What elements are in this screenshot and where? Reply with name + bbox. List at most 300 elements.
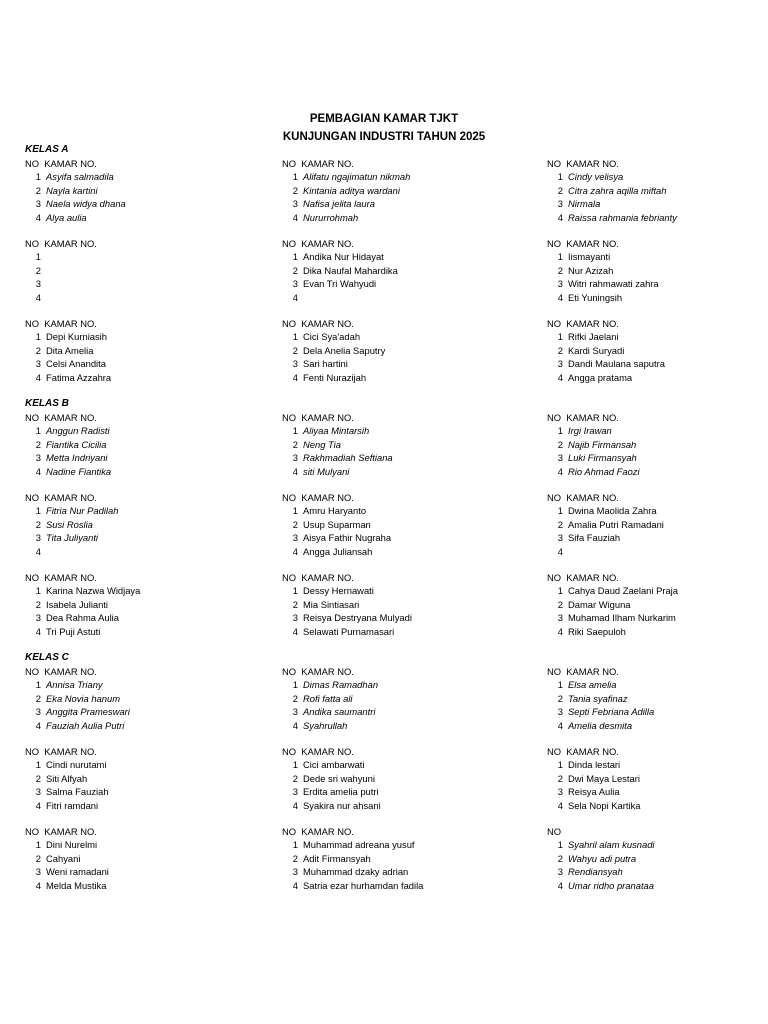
member-number: 1 [292, 331, 298, 343]
member-name: Sela Nopi Kartika [568, 799, 641, 811]
member-number: 1 [557, 679, 563, 691]
room-header: NO KAMAR NO. [547, 158, 619, 169]
member-name: Fatima Azzahra [46, 371, 112, 383]
member-name: Alifatu ngajimatun nikmah [303, 171, 411, 183]
member-number: 3 [557, 452, 563, 464]
room-member-row [282, 264, 502, 277]
member-name: Cindi nurutami [46, 759, 107, 771]
member-name: Amelia desmita [568, 719, 633, 731]
member-name: Annisa Triany [46, 679, 103, 691]
room-header: NO KAMAR NO. [25, 158, 97, 169]
member-name: Dika Naufal Mahardika [303, 264, 398, 276]
room-header: NO [547, 826, 562, 837]
member-name: siti Mulyani [303, 465, 350, 477]
room-block [25, 571, 245, 638]
room-member-row [282, 838, 502, 851]
room-member-row [282, 451, 502, 464]
room-member-row [547, 330, 767, 343]
room-header: NO KAMAR NO. [547, 666, 619, 677]
member-number: 4 [292, 465, 298, 477]
room-header: NO KAMAR NO. [25, 238, 97, 249]
member-name: Luki Firmansyah [568, 452, 637, 464]
member-name: Rio Ahmad Faozi [568, 465, 640, 477]
member-name: Raissa rahmania febrianty [568, 211, 677, 223]
room-member-row [282, 879, 502, 892]
room-header: NO KAMAR NO. [282, 238, 354, 249]
room-member-row [547, 170, 767, 183]
member-number: 4 [557, 465, 563, 477]
member-name: Reisya Aulia [568, 786, 620, 798]
room-member-row [282, 785, 502, 798]
room-member-row [25, 799, 245, 812]
member-number: 1 [292, 585, 298, 597]
member-name: Naela widya dhana [46, 198, 126, 210]
member-number: 3 [35, 786, 41, 798]
member-name: Cahya Daud Zaelani Praja [568, 585, 678, 597]
room-member-row [25, 719, 245, 732]
room-member-row [25, 678, 245, 691]
room-member-row [282, 692, 502, 705]
room-member-row [25, 504, 245, 517]
member-number: 2 [292, 344, 298, 356]
room-header: NO KAMAR NO. [282, 492, 354, 503]
room-block [547, 411, 767, 478]
member-name: Celsi Anandita [46, 358, 106, 370]
room-member-row [547, 584, 767, 597]
member-number: 4 [35, 879, 41, 891]
room-member-row [282, 211, 502, 224]
room-header: NO KAMAR NO. [547, 238, 619, 249]
room-member-row [25, 879, 245, 892]
member-name: Fiantika Cicilia [46, 438, 107, 450]
room-member-row [25, 438, 245, 451]
member-number: 2 [557, 598, 563, 610]
room-member-row [282, 758, 502, 771]
member-number: 1 [292, 505, 298, 517]
room-member-row [547, 705, 767, 718]
member-name: Syahril alam kusnadi [568, 839, 655, 851]
member-name: Septi Febriana Adilla [568, 706, 655, 718]
member-number: 2 [35, 184, 41, 196]
member-name: Salma Fauziah [46, 786, 109, 798]
member-number: 4 [35, 291, 41, 303]
room-block [547, 571, 767, 638]
room-block [547, 237, 767, 304]
room-block [25, 317, 245, 384]
member-number: 4 [292, 291, 298, 303]
member-number: 4 [35, 719, 41, 731]
member-name: Adit Firmansyah [303, 852, 371, 864]
member-name: Rofi fatta ali [303, 692, 353, 704]
member-name: Metta Indriyani [46, 452, 108, 464]
room-block [547, 665, 767, 732]
member-number: 3 [292, 532, 298, 544]
member-number: 4 [292, 371, 298, 383]
room-member-row [547, 838, 767, 851]
room-header: NO KAMAR NO. [25, 318, 97, 329]
room-member-row [547, 211, 767, 224]
member-name: Dandi Maulana saputra [568, 358, 665, 370]
member-name: Dede sri wahyuni [303, 772, 375, 784]
room-member-row [547, 291, 767, 304]
member-number: 3 [292, 358, 298, 370]
room-member-row [25, 531, 245, 544]
member-number: 2 [557, 852, 563, 864]
room-member-row [25, 838, 245, 851]
member-number: 3 [292, 612, 298, 624]
room-member-row [547, 545, 767, 558]
room-member-row [547, 197, 767, 210]
room-member-row [25, 545, 245, 558]
room-member-row [25, 518, 245, 531]
member-number: 3 [292, 706, 298, 718]
member-name: Erdita amelia putri [303, 786, 379, 798]
member-number: 3 [557, 866, 563, 878]
member-name: Usup Suparman [303, 518, 371, 530]
room-member-row [282, 545, 502, 558]
document-title: PEMBAGIAN KAMAR TJKT [309, 113, 459, 125]
member-name: Sari hartini [303, 358, 348, 370]
room-member-row [25, 291, 245, 304]
room-member-row [25, 584, 245, 597]
room-member-row [547, 611, 767, 624]
room-member-row [282, 344, 502, 357]
section-label: KELAS C [25, 652, 69, 663]
member-number: 2 [557, 518, 563, 530]
room-header: NO KAMAR NO. [25, 492, 97, 503]
member-number: 2 [557, 438, 563, 450]
member-name: Aliyaa Mintarsih [303, 425, 370, 437]
room-member-row [25, 344, 245, 357]
room-header: NO KAMAR NO. [282, 318, 354, 329]
room-member-row [547, 758, 767, 771]
room-member-row [25, 330, 245, 343]
member-name: Umar ridho pranataa [568, 879, 654, 891]
member-name: Melda Mustika [46, 879, 107, 891]
member-name: Riki Saepuloh [568, 625, 626, 637]
room-member-row [547, 451, 767, 464]
room-member-row [25, 357, 245, 370]
member-name: Damar Wiguna [568, 598, 631, 610]
room-header: NO KAMAR NO. [25, 666, 97, 677]
member-number: 3 [557, 786, 563, 798]
room-member-row [547, 371, 767, 384]
member-number: 3 [292, 198, 298, 210]
room-member-row [282, 678, 502, 691]
room-member-row [25, 625, 245, 638]
member-number: 1 [557, 331, 563, 343]
room-header: NO KAMAR NO. [282, 746, 354, 757]
room-block [25, 665, 245, 732]
room-member-row [25, 692, 245, 705]
room-block [25, 745, 245, 812]
member-number: 4 [35, 625, 41, 637]
member-number: 3 [35, 452, 41, 464]
room-block [547, 745, 767, 812]
room-block [25, 411, 245, 478]
member-name: Nayla kartini [46, 184, 98, 196]
room-member-row [547, 518, 767, 531]
member-number: 2 [557, 692, 563, 704]
member-number: 1 [292, 759, 298, 771]
member-name: Mia Sintiasari [303, 598, 360, 610]
member-number: 1 [35, 251, 41, 263]
room-member-row [25, 184, 245, 197]
room-member-row [547, 865, 767, 878]
member-number: 1 [35, 759, 41, 771]
member-name: Susi Roslia [46, 518, 93, 530]
room-member-row [547, 879, 767, 892]
member-name: Andika saumantri [303, 706, 376, 718]
room-member-row [547, 277, 767, 290]
room-block [282, 825, 502, 892]
room-header: NO KAMAR NO. [25, 826, 97, 837]
member-name: Najib Firmansah [568, 438, 637, 450]
member-number: 1 [35, 585, 41, 597]
member-name: Cahyani [46, 852, 81, 864]
room-member-row [547, 357, 767, 370]
member-number: 3 [35, 278, 41, 290]
member-number: 2 [35, 264, 41, 276]
member-name: Depi Kurniasih [46, 331, 107, 343]
room-header: NO KAMAR NO. [547, 746, 619, 757]
room-block [282, 411, 502, 478]
member-name: Cici Sya'adah [303, 331, 361, 343]
room-member-row [282, 719, 502, 732]
member-name: Syakira nur ahsani [303, 799, 381, 811]
member-name: Dwina Maolida Zahra [568, 505, 657, 517]
member-number: 4 [292, 625, 298, 637]
member-number: 2 [292, 852, 298, 864]
member-number: 2 [35, 692, 41, 704]
section-label: KELAS A [25, 144, 69, 155]
member-number: 1 [292, 679, 298, 691]
member-name: Nur Azizah [568, 264, 614, 276]
member-number: 3 [557, 278, 563, 290]
member-name: Dela Anelia Saputry [303, 344, 386, 356]
member-number: 3 [292, 452, 298, 464]
member-name: Eti Yuningsih [568, 291, 623, 303]
room-member-row [282, 625, 502, 638]
member-name: Weni ramadani [46, 866, 109, 878]
member-number: 2 [35, 852, 41, 864]
room-member-row [282, 357, 502, 370]
member-number: 3 [35, 612, 41, 624]
member-number: 2 [35, 344, 41, 356]
member-name: Syahrullah [303, 719, 348, 731]
room-member-row [282, 330, 502, 343]
room-member-row [282, 531, 502, 544]
room-header: NO KAMAR NO. [25, 412, 97, 423]
room-header: NO KAMAR NO. [282, 572, 354, 583]
room-block [282, 317, 502, 384]
room-member-row [25, 465, 245, 478]
member-name: Alya aulia [46, 211, 87, 223]
room-member-row [25, 852, 245, 865]
member-number: 2 [292, 184, 298, 196]
room-block [282, 745, 502, 812]
member-name: Satria ezar hurhamdan fadila [303, 879, 424, 891]
member-number: 3 [35, 358, 41, 370]
room-block [282, 157, 502, 224]
member-number: 3 [35, 866, 41, 878]
member-number: 2 [292, 518, 298, 530]
member-number: 1 [35, 171, 41, 183]
room-member-row [282, 291, 502, 304]
member-number: 1 [557, 839, 563, 851]
member-number: 2 [292, 692, 298, 704]
member-number: 2 [292, 438, 298, 450]
room-member-row [282, 504, 502, 517]
member-name: Kardi Suryadi [568, 344, 625, 356]
room-member-row [547, 772, 767, 785]
member-number: 1 [557, 251, 563, 263]
member-name: Muhammad dzaky adrian [303, 866, 409, 878]
member-number: 1 [35, 505, 41, 517]
member-number: 4 [292, 879, 298, 891]
member-name: Karina Nazwa Widjaya [46, 585, 141, 597]
member-name: Dea Rahma Aulia [46, 612, 119, 624]
room-block [282, 237, 502, 304]
member-name: Dinda lestari [568, 759, 621, 771]
member-name: Selawati Purnamasari [303, 625, 395, 637]
room-member-row [282, 424, 502, 437]
member-name: Sifa Fauziah [568, 532, 621, 544]
member-name: Dimas Ramadhan [303, 679, 379, 691]
member-name: Amru Haryanto [303, 505, 367, 517]
member-name: Tri Puji Astuti [46, 625, 101, 637]
room-member-row [282, 852, 502, 865]
member-name: Neng Tia [303, 438, 341, 450]
room-member-row [25, 611, 245, 624]
room-member-row [547, 184, 767, 197]
room-header: NO KAMAR NO. [547, 572, 619, 583]
room-block [547, 491, 767, 558]
member-number: 4 [292, 799, 298, 811]
room-member-row [547, 625, 767, 638]
room-member-row [25, 250, 245, 263]
member-name: Wahyu adi putra [568, 852, 637, 864]
room-member-row [25, 211, 245, 224]
member-number: 2 [557, 772, 563, 784]
room-member-row [25, 758, 245, 771]
member-number: 1 [557, 425, 563, 437]
member-number: 4 [557, 211, 563, 223]
member-number: 2 [35, 772, 41, 784]
member-name: Tita Juliyanti [46, 532, 99, 544]
member-number: 2 [292, 772, 298, 784]
member-name: Tania syafinaz [568, 692, 628, 704]
room-block [25, 157, 245, 224]
member-number: 2 [35, 598, 41, 610]
member-name: Amalia Putri Ramadani [568, 518, 664, 530]
document-subtitle: KUNJUNGAN INDUSTRI TAHUN 2025 [282, 131, 486, 143]
member-number: 3 [35, 706, 41, 718]
member-number: 4 [35, 799, 41, 811]
member-name: Eka Novia hanum [46, 692, 120, 704]
member-number: 4 [35, 211, 41, 223]
member-number: 4 [35, 465, 41, 477]
room-member-row [547, 465, 767, 478]
room-member-row [282, 371, 502, 384]
member-number: 3 [557, 358, 563, 370]
member-name: Muhammad adreana yusuf [303, 839, 415, 851]
member-number: 1 [557, 585, 563, 597]
member-name: Rendiansyah [568, 866, 623, 878]
member-name: Dessy Hernawati [303, 585, 374, 597]
member-name: Aisya Fathir Nugraha [303, 532, 392, 544]
room-header: NO KAMAR NO. [547, 492, 619, 503]
member-name: Asyifa salmadila [46, 171, 114, 183]
member-number: 1 [557, 759, 563, 771]
room-member-row [282, 584, 502, 597]
room-member-row [25, 451, 245, 464]
member-name: Dita Amelia [46, 344, 94, 356]
member-number: 4 [557, 625, 563, 637]
room-member-row [25, 598, 245, 611]
member-number: 3 [292, 786, 298, 798]
member-number: 1 [292, 251, 298, 263]
member-name: Fitria Nur Padilah [46, 505, 119, 517]
member-name: Nururrohmah [303, 211, 359, 223]
member-number: 4 [292, 211, 298, 223]
member-number: 4 [557, 545, 563, 557]
member-name: Rifki Jaelani [568, 331, 619, 343]
member-number: 2 [557, 344, 563, 356]
room-member-row [547, 264, 767, 277]
member-name: Cici ambarwati [303, 759, 365, 771]
member-number: 1 [292, 425, 298, 437]
member-name: Angga pratama [568, 371, 633, 383]
member-number: 1 [292, 171, 298, 183]
member-number: 1 [557, 505, 563, 517]
room-member-row [547, 598, 767, 611]
member-number: 3 [557, 706, 563, 718]
member-name: Andika Nur Hidayat [303, 251, 384, 263]
member-number: 4 [557, 291, 563, 303]
member-name: Angga Juliansah [303, 545, 373, 557]
room-member-row [282, 438, 502, 451]
member-number: 1 [35, 331, 41, 343]
member-name: Witri rahmawati zahra [568, 278, 659, 290]
member-number: 3 [557, 198, 563, 210]
member-name: Kintania aditya wardani [303, 184, 400, 196]
room-member-row [282, 277, 502, 290]
member-name: Citra zahra aqilla miftah [568, 184, 667, 196]
room-block [25, 491, 245, 558]
member-number: 3 [292, 866, 298, 878]
member-number: 1 [35, 839, 41, 851]
room-block [547, 825, 767, 892]
member-name: Cindy velisya [568, 171, 624, 183]
room-member-row [547, 531, 767, 544]
room-member-row [282, 170, 502, 183]
room-block [25, 237, 245, 304]
room-member-row [547, 344, 767, 357]
member-name: Nirmala [568, 198, 601, 210]
member-number: 3 [557, 612, 563, 624]
member-name: Siti Alfyah [46, 772, 88, 784]
member-number: 1 [557, 171, 563, 183]
room-block [547, 317, 767, 384]
room-member-row [25, 865, 245, 878]
room-member-row [282, 250, 502, 263]
member-number: 1 [35, 679, 41, 691]
member-name: Nadine Fiantika [46, 465, 112, 477]
member-number: 1 [292, 839, 298, 851]
room-header: NO KAMAR NO. [282, 666, 354, 677]
member-name: Muhamad Ilham Nurkarim [568, 612, 676, 624]
